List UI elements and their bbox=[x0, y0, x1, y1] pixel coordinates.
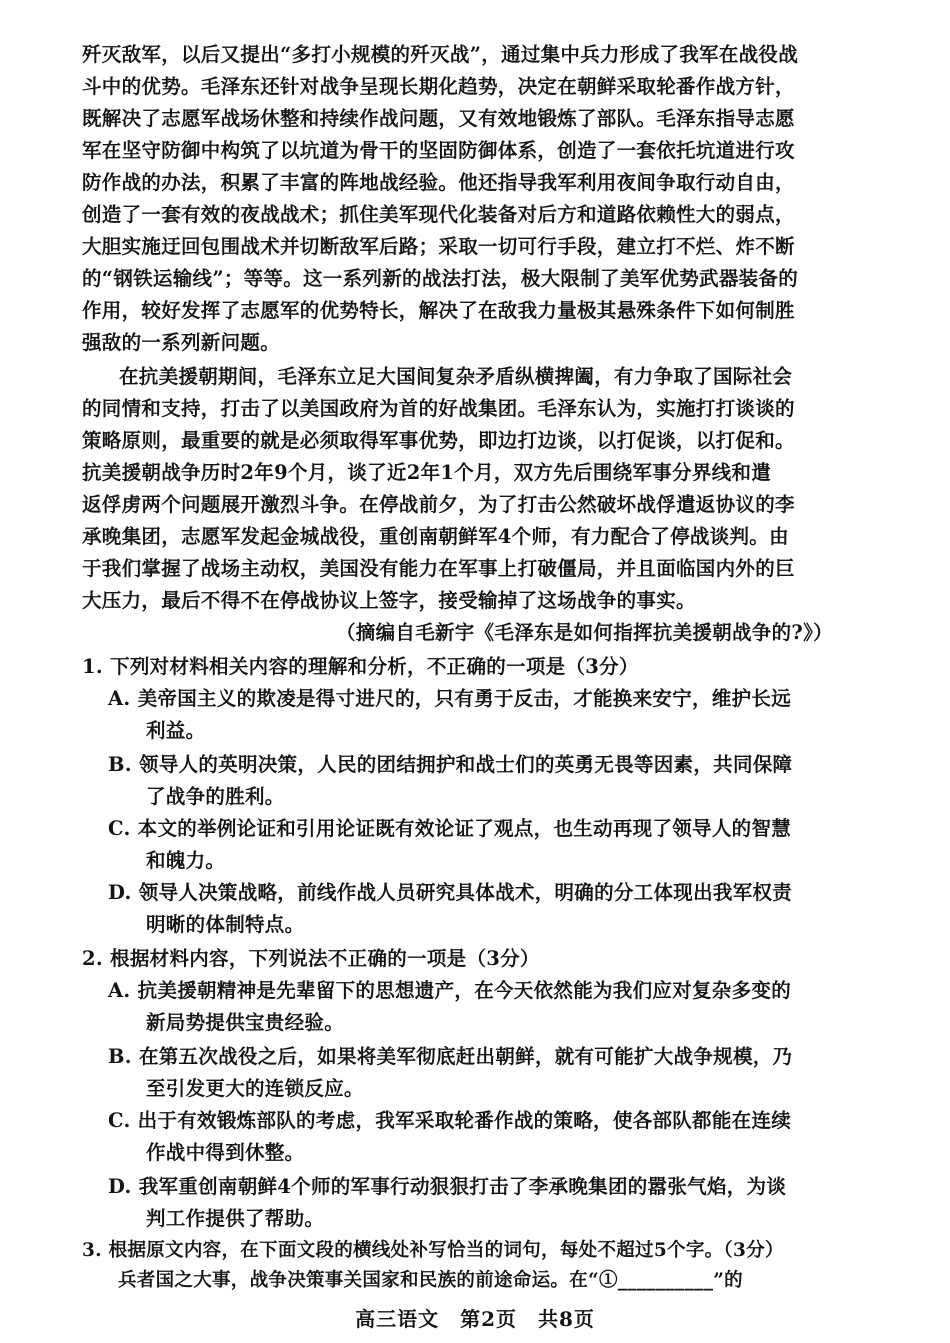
question-1-option-d: D. 领导人决策战略，前线作战人员研究具体战术，明确的分工体现出我军权责 bbox=[108, 881, 793, 904]
question-1-option-a-cont: 利益。 bbox=[146, 719, 206, 742]
passage-line-14: 抗美援朝战争历时2年9个月，谈了近2年1个月，双方先后围绕军事分界线和遣 bbox=[82, 461, 772, 484]
passage-line-12: 的同情和支持，打击了以美国政府为首的好战集团。毛泽东认为，实施打打谈谈的 bbox=[82, 397, 795, 420]
question-2-stem: 2. 根据材料内容，下列说法不正确的一项是（3分） bbox=[82, 947, 540, 970]
passage-line-15: 返俘虏两个问题展开激烈斗争。在停战前夕，为了打击公然破坏战俘遣返协议的李 bbox=[82, 493, 795, 516]
question-1-option-c-cont: 和魄力。 bbox=[146, 849, 226, 872]
source-citation: （摘编自毛新宇《毛泽东是如何指挥抗美援朝战争的?》） bbox=[336, 621, 833, 644]
question-2-option-d-cont: 判工作提供了帮助。 bbox=[146, 1207, 325, 1230]
passage-line-17: 于我们掌握了战场主动权，美国没有能力在军事上打破僵局，并且面临国内外的巨 bbox=[82, 557, 795, 580]
passage-line-1: 歼灭敌军，以后又提出“多打小规模的歼灭战”，通过集中兵力形成了我军在战役战 bbox=[82, 43, 799, 66]
passage-line-3: 既解决了志愿军战场休整和持续作战问题，又有效地锻炼了部队。毛泽东指导志愿 bbox=[82, 107, 795, 130]
question-1-option-b-cont: 了战争的胜利。 bbox=[146, 785, 285, 808]
passage-line-10: 强敌的一系列新问题。 bbox=[82, 331, 281, 354]
page-footer: 高三语文 第2页 共8页 bbox=[355, 1307, 595, 1331]
passage-line-6: 创造了一套有效的夜战战术；抓住美军现代化装备对后方和道路依赖性大的弱点， bbox=[82, 203, 795, 226]
question-1-option-a: A. 美帝国主义的欺凌是得寸进尺的，只有勇于反击，才能换来安宁，维护长远 bbox=[108, 687, 792, 710]
question-3-passage-start: 兵者国之大事，战争决策事关国家和民族的前途命运。在“①__________”的 bbox=[118, 1270, 743, 1291]
question-1-option-d-cont: 明晰的体制特点。 bbox=[146, 913, 305, 936]
passage-line-2: 斗中的优势。毛泽东还针对战争呈现长期化趋势，决定在朝鲜采取轮番作战方针， bbox=[82, 75, 795, 98]
passage-line-8: 的“钢铁运输线”；等等。这一系列新的战法打法，极大限制了美军优势武器装备的 bbox=[82, 267, 799, 290]
question-1-stem: 1. 下列对材料相关内容的理解和分析，不正确的一项是（3分） bbox=[82, 655, 639, 678]
question-2-option-d: D. 我军重创南朝鲜4个师的军事行动狠狠打击了李承晚集团的嚣张气焰，为谈 bbox=[108, 1175, 787, 1198]
passage-line-18: 大压力，最后不得不在停战协议上签字，接受输掉了这场战争的事实。 bbox=[82, 589, 696, 612]
passage-line-16: 承晚集团，志愿军发起金城战役，重创南朝鲜军4个师，有力配合了停战谈判。由 bbox=[82, 525, 789, 548]
passage-line-11: 在抗美援朝期间，毛泽东立足大国间复杂矛盾纵横捭阖，有力争取了国际社会 bbox=[119, 365, 793, 388]
passage-line-4: 军在坚守防御中构筑了以坑道为骨干的坚固防御体系，创造了一套依托坑道进行攻 bbox=[82, 139, 795, 162]
question-1-option-c: C. 本文的举例论证和引用论证既有效论证了观点，也生动再现了领导人的智慧 bbox=[108, 817, 792, 840]
question-1-option-b: B. 领导人的英明决策，人民的团结拥护和战士们的英勇无畏等因素，共同保障 bbox=[108, 753, 793, 776]
passage-line-7: 大胆实施迂回包围战术并切断敌军后路；采取一切可行手段，建立打不烂、炸不断 bbox=[82, 235, 795, 258]
passage-line-13: 策略原则，最重要的就是必须取得军事优势，即边打边谈，以打促谈，以打促和。 bbox=[82, 429, 795, 452]
passage-line-5: 防作战的办法，积累了丰富的阵地战经验。他还指导我军利用夜间争取行动自由， bbox=[82, 171, 795, 194]
question-2-option-b-cont: 至引发更大的连锁反应。 bbox=[146, 1077, 364, 1100]
question-2-option-c: C. 出于有效锻炼部队的考虑，我军采取轮番作战的策略，使各部队都能在连续 bbox=[108, 1109, 792, 1132]
question-2-option-c-cont: 作战中得到休整。 bbox=[146, 1141, 305, 1164]
question-3-stem: 3. 根据原文内容，在下面文段的横线处补写恰当的词句，每处不超过5个字。（3分） bbox=[82, 1240, 784, 1261]
question-2-option-a: A. 抗美援朝精神是先辈留下的思想遗产，在今天依然能为我们应对复杂多变的 bbox=[108, 979, 792, 1002]
question-2-option-a-cont: 新局势提供宝贵经验。 bbox=[146, 1011, 345, 1034]
passage-line-9: 作用，较好发挥了志愿军的优势特长，解决了在敌我力量极其悬殊条件下如何制胜 bbox=[82, 299, 795, 322]
question-2-option-b: B. 在第五次战役之后，如果将美军彻底赶出朝鲜，就有可能扩大战争规模，乃 bbox=[108, 1045, 793, 1068]
